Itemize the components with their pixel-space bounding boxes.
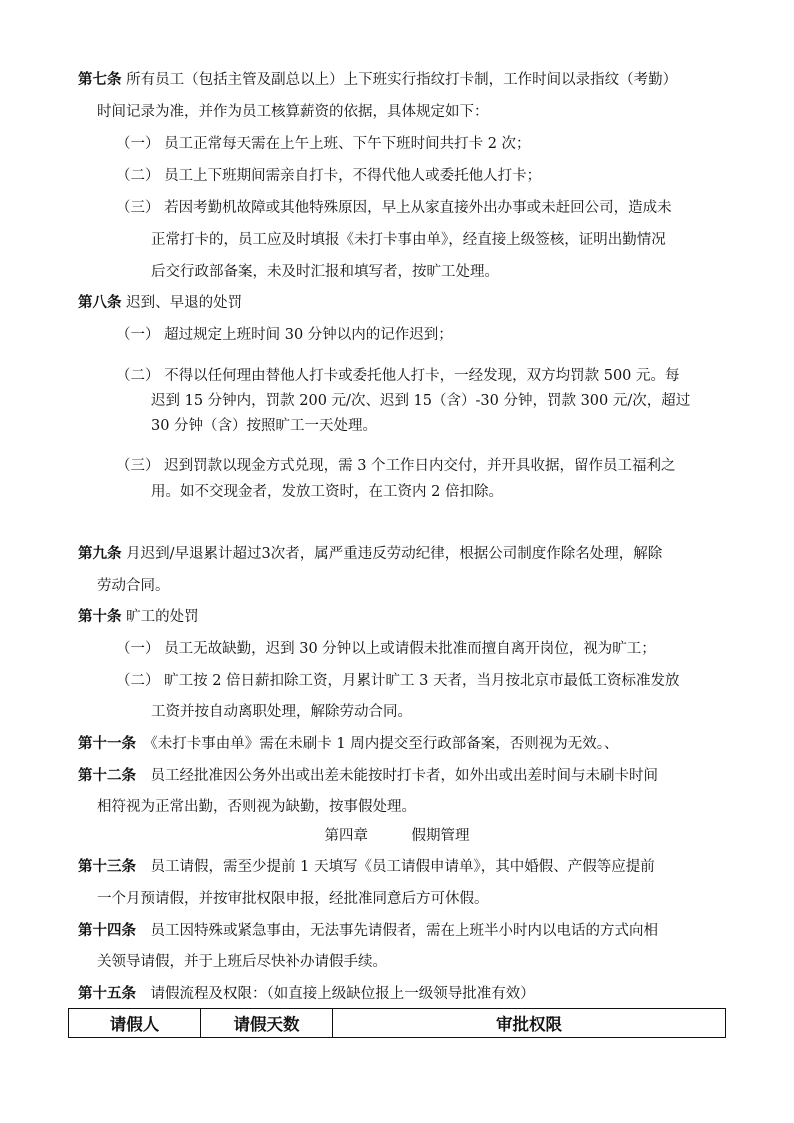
article-8-item-2-cont-2: 30 分钟（含）按照旷工一天处理。: [151, 418, 378, 434]
header-leave-days: 请假天数: [201, 1009, 333, 1038]
article-10-title: 旷工的处罚: [126, 609, 199, 625]
article-11-line-1: [78, 734, 618, 754]
header-approval-authority: 审批权限: [333, 1009, 726, 1038]
header-requester: 请假人: [69, 1009, 201, 1038]
item-number: （二）: [116, 673, 160, 689]
article-7-item-3-cont-1: 正常打卡的，员工应及时填报《未打卡事由单》，经直接上级签核，证明出勤情况: [151, 232, 666, 248]
item-text: 若因考勤机故障或其他特殊原因，早上从家直接外出办事或未赶回公司，造成未: [164, 200, 672, 216]
article-7-item-3: [116, 198, 672, 218]
article-9-line-2: 劳动合同。: [97, 578, 170, 594]
article-9-line-1: [78, 544, 662, 564]
article-8-title: 迟到、早退的处罚: [126, 295, 243, 311]
article-15-label: 第十五条: [78, 986, 136, 1002]
article-7-line-2: 时间记录为准，并作为员工核算薪资的依据，具体规定如下：: [97, 104, 489, 120]
item-number: （一）: [116, 641, 160, 657]
article-10-item-1: [116, 639, 656, 659]
item-text: 员工正常每天需在上午上班、下午下班时间共打卡 2 次；: [164, 136, 531, 152]
article-13-text: 员工请假，需至少提前 1 天填写《员工请假申请单》，其中婚假、产假等应提前: [150, 859, 655, 875]
article-14-label: 第十四条: [78, 923, 136, 939]
item-number: （一）: [116, 327, 160, 343]
article-10-line-1: [78, 607, 199, 627]
item-text: 员工无故缺勤，迟到 30 分钟以上或请假未批准而擅自离开岗位，视为旷工；: [164, 641, 656, 657]
article-8-item-1: [116, 325, 453, 345]
article-11-label: 第十一条: [78, 736, 136, 752]
article-7-item-3-cont-2: 后交行政部备案，未及时汇报和填写者，按旷工处理。: [151, 264, 499, 280]
article-7-item-1: [116, 134, 531, 154]
article-9-label: 第九条: [78, 546, 122, 562]
chapter-heading: [0, 826, 794, 846]
item-text: 超过规定上班时间 30 分钟以内的记作迟到；: [164, 327, 453, 343]
article-15-text: 请假流程及权限：（如直接上级缺位报上一级领导批准有效）: [150, 986, 535, 1002]
article-13-line-1: [78, 857, 655, 877]
chapter-number: 第四章: [324, 828, 368, 844]
article-10-label: 第十条: [78, 609, 122, 625]
article-8-label: 第八条: [78, 295, 122, 311]
table-header-row: [69, 1009, 726, 1038]
article-7-item-2: [116, 166, 541, 186]
article-15-line-1: [78, 984, 535, 1004]
item-text: 员工上下班期间需亲自打卡，不得代他人或委托他人打卡；: [164, 168, 542, 184]
item-number: （二）: [116, 168, 160, 184]
article-12-label: 第十二条: [78, 768, 136, 784]
article-7-text: 所有员工（包括主管及副总以上）上下班实行指纹打卡制，工作时间以录指纹（考勤）: [126, 72, 678, 88]
item-number: （三）: [116, 458, 160, 474]
article-10-item-2: [116, 671, 680, 691]
item-text: 不得以任何理由替他人打卡或委托他人打卡，一经发现，双方均罚款 500 元。每: [164, 368, 680, 384]
article-14-text: 员工因特殊或紧急事由，无法事先请假者，需在上班半小时内以电话的方式向相: [150, 923, 658, 939]
article-9-text: 月迟到/早退累计超过3次者，属严重违反劳动纪律，根据公司制度作除名处理，解除: [126, 546, 663, 562]
item-number: （一）: [116, 136, 160, 152]
item-text: 迟到罚款以现金方式兑现，需 3 个工作日内交付，并开具收据，留作员工福利之: [164, 458, 676, 474]
article-14-line-1: [78, 921, 658, 941]
article-7-line-1: [78, 70, 677, 90]
article-8-line-1: [78, 293, 242, 313]
article-7-label: 第七条: [78, 72, 122, 88]
article-8-item-3-cont-1: 用。如不交现金者，发放工资时，在工资内 2 倍扣除。: [151, 484, 503, 500]
leave-approval-table: [68, 1008, 726, 1038]
article-12-line-2: 相符视为正常出勤，否则视为缺勤，按事假处理。: [97, 799, 416, 815]
article-12-line-1: [78, 766, 658, 786]
item-number: （二）: [116, 368, 160, 384]
article-10-item-2-cont-1: 工资并按自动离职处理，解除劳动合同。: [151, 704, 412, 720]
article-13-line-2: 一个月预请假，并按审批权限申报，经批准同意后方可休假。: [97, 891, 489, 907]
article-8-item-2: [116, 366, 680, 386]
article-11-text: 《未打卡事由单》需在未刷卡 1 周内提交至行政部备案，否则视为无效。、: [150, 736, 619, 752]
article-12-text: 员工经批准因公务外出或出差未能按时打卡者，如外出或出差时间与未刷卡时间: [150, 768, 658, 784]
item-number: （三）: [116, 200, 160, 216]
article-13-label: 第十三条: [78, 859, 136, 875]
article-14-line-2: 关领导请假，并于上班后尽快补办请假手续。: [97, 954, 387, 970]
item-text: 旷工按 2 倍日薪扣除工资，月累计旷工 3 天者，当月按北京市最低工资标准发放: [164, 673, 680, 689]
chapter-title: 假期管理: [411, 828, 470, 844]
article-8-item-2-cont-1: 迟到 15 分钟内，罚款 200 元/次、迟到 15（含）-30 分钟，罚款 300 元/次，超过: [151, 393, 691, 409]
article-8-item-3: [116, 456, 676, 476]
